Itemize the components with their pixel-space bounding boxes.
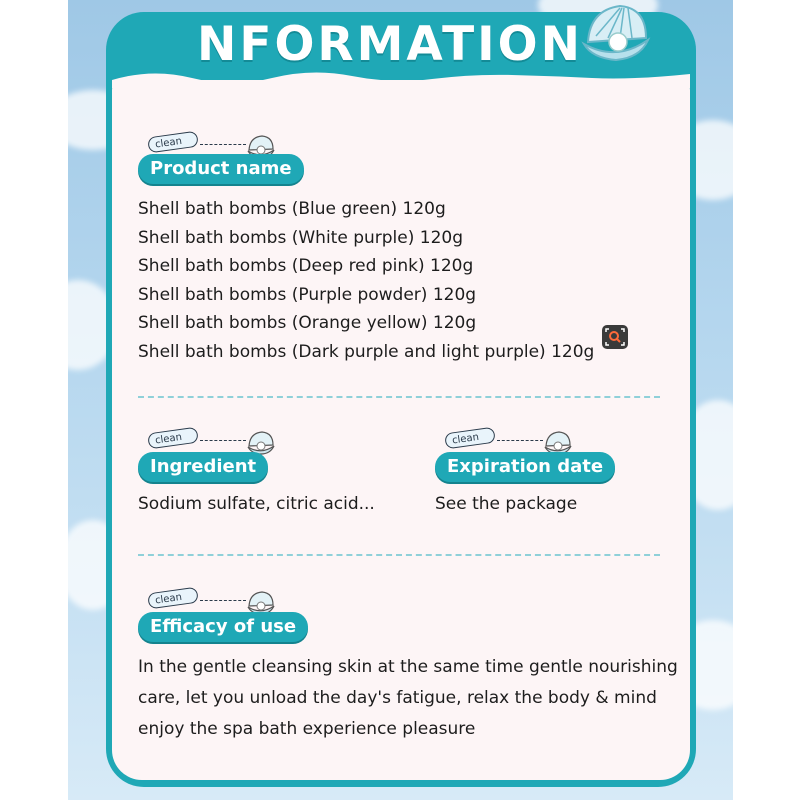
clean-tag-icon: clean bbox=[147, 131, 199, 154]
clean-tag-icon: clean bbox=[147, 427, 199, 450]
magnifier-icon bbox=[602, 325, 628, 349]
camera-search-icon[interactable] bbox=[602, 325, 628, 349]
ingredient-pill: Ingredient bbox=[138, 452, 268, 482]
efficacy-label-group bbox=[138, 590, 318, 646]
list-item: Shell bath bombs (Purple powder) 120g bbox=[138, 284, 477, 305]
ingredient-label-group bbox=[138, 430, 298, 486]
product-name-label-group bbox=[138, 134, 298, 190]
list-item: Shell bath bombs (Dark purple and light purple) 120g bbox=[138, 341, 595, 362]
efficacy-line: enjoy the spa bath experience pleasure bbox=[138, 719, 476, 739]
list-item: Shell bath bombs (Blue green) 120g bbox=[138, 199, 446, 219]
efficacy-text bbox=[138, 652, 678, 745]
product-name-list bbox=[138, 195, 594, 366]
expiration-label-group bbox=[435, 430, 625, 486]
clean-tag-icon: clean bbox=[147, 587, 199, 610]
list-item: Shell bath bombs (Orange yellow) 120g bbox=[138, 313, 477, 333]
section-divider bbox=[138, 396, 660, 398]
dash-line bbox=[497, 440, 543, 441]
efficacy-pill: Efficacy of use bbox=[138, 612, 308, 642]
efficacy-line: In the gentle cleansing skin at the same time gentle nourishing bbox=[138, 657, 678, 677]
pearl-shell-icon bbox=[580, 0, 652, 66]
dash-line bbox=[200, 440, 246, 441]
expiration-value: See the package bbox=[435, 494, 578, 514]
clean-tag-icon: clean bbox=[444, 427, 496, 450]
page-title: NFORMATION bbox=[197, 17, 583, 72]
section-divider bbox=[138, 554, 660, 556]
list-item: Shell bath bombs (White purple) 120g bbox=[138, 227, 464, 248]
product-name-pill: Product name bbox=[138, 154, 304, 184]
ingredient-value: Sodium sulfate, citric acid... bbox=[138, 494, 375, 514]
dash-line bbox=[200, 600, 246, 601]
dash-line bbox=[200, 144, 246, 145]
expiration-pill: Expiration date bbox=[435, 452, 615, 482]
efficacy-line: care, let you unload the day's fatigue, relax the body & mind bbox=[138, 688, 657, 708]
list-item: Shell bath bombs (Deep red pink) 120g bbox=[138, 256, 474, 276]
